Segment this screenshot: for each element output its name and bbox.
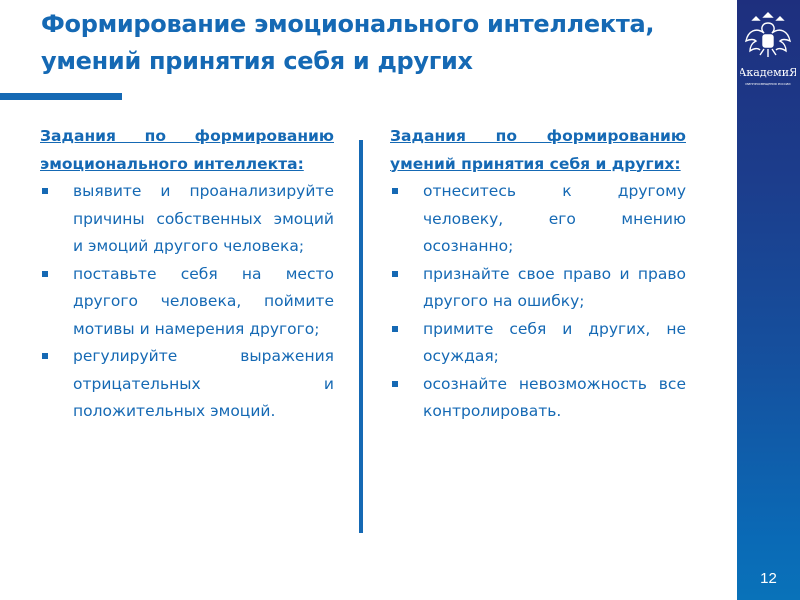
left-task-list — [40, 178, 334, 426]
list-item: осознайте невозможность все контролировать. — [390, 371, 686, 426]
column-divider — [359, 140, 363, 533]
emotional-intelligence-column — [40, 123, 334, 426]
square-bullet-icon — [392, 271, 398, 277]
square-bullet-icon — [42, 188, 48, 194]
slide-title-line-1: Формирование эмоционального интеллекта, — [41, 10, 655, 38]
right-column-heading: Задания по формированию умений принятия себя и других: — [390, 127, 686, 173]
left-column-heading: Задания по формированию эмоционального интеллекта: — [40, 127, 334, 173]
list-item: примите себя и других, не осуждая; — [390, 316, 686, 371]
list-item: поставьте себя на место другого человека, поймите мотивы и намерения другого; — [40, 261, 334, 344]
right-task-list — [390, 178, 686, 426]
svg-text:АкадемиЯ: АкадемиЯ — [740, 66, 796, 79]
square-bullet-icon — [42, 353, 48, 359]
page-number: 12 — [760, 570, 777, 587]
list-item: отнеситесь к другому человеку, его мнению осознанно; — [390, 178, 686, 261]
square-bullet-icon — [392, 188, 398, 194]
eagle-emblem-icon — [740, 5, 796, 97]
slide-title — [41, 6, 721, 80]
list-item: признайте свое право и право другого на ошибку; — [390, 261, 686, 316]
square-bullet-icon — [392, 326, 398, 332]
slide-title-line-2: умений принятия себя и других — [41, 47, 473, 75]
title-underline-bar — [0, 93, 122, 100]
square-bullet-icon — [392, 381, 398, 387]
self-acceptance-column — [390, 123, 686, 426]
list-item: выявите и проанализируйте причины собственных эмоций и эмоций другого человека; — [40, 178, 334, 261]
square-bullet-icon — [42, 271, 48, 277]
academy-logo — [740, 5, 796, 97]
svg-text:МИНПРОСВЕЩЕНИЯ РОССИИ: МИНПРОСВЕЩЕНИЯ РОССИИ — [745, 82, 791, 86]
list-item: регулируйте выражения отрицательных и положительных эмоций. — [40, 343, 334, 426]
